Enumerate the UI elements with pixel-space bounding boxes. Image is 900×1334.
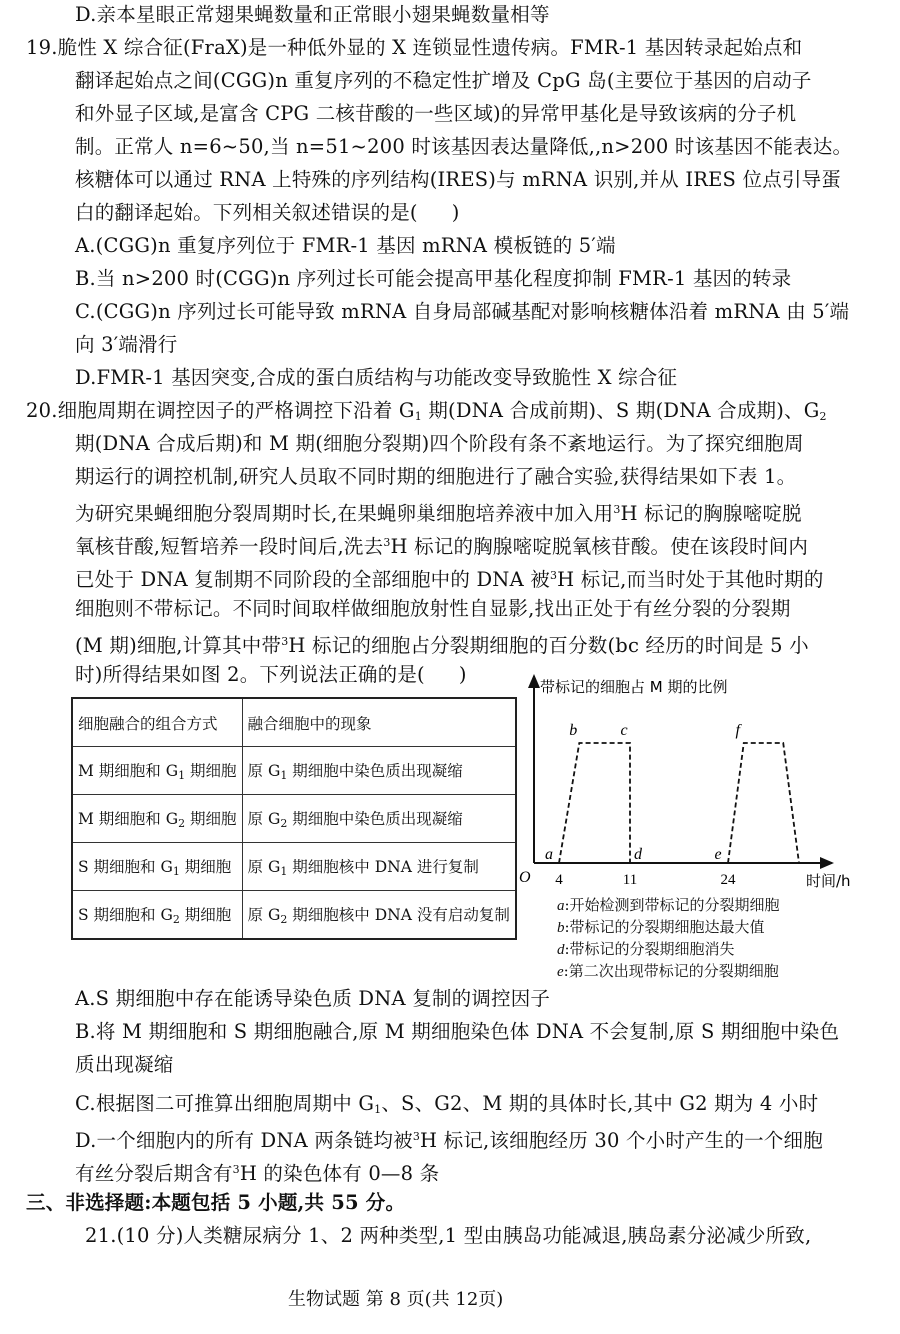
q20-option-a[interactable]: A.S 期细胞中存在能诱导染色质 DNA 复制的调控因子 <box>75 987 551 1010</box>
fusion-table <box>71 697 517 940</box>
superscript: 3 <box>281 635 289 648</box>
q20-line-7: 细胞则不带标记。不同时间取样做细胞放射性自显影,找出正处于有丝分裂的分裂期 <box>75 597 791 620</box>
q20-text: H 标记,而当时处于其他时期的 <box>557 568 824 591</box>
series-line-second-wave <box>728 743 799 863</box>
q19-option-c-1[interactable]: C.(CGG)n 序列过长可能导致 mRNA 自身局部碱基配对影响核糖体沿着 mRNA 由 5′端 <box>75 300 850 323</box>
q20-text: H 标记的胸腺嘧啶脱氧核苷酸。使在该段时间内 <box>390 535 809 558</box>
q19-option-d[interactable]: D.FMR-1 基因突变,合成的蛋白质结构与功能改变导致脆性 X 综合征 <box>75 366 678 389</box>
superscript: 3 <box>383 536 391 549</box>
x-tick-label: 11 <box>622 872 638 888</box>
q19-stem-3: 和外显子区域,是富含 CPG 二核苷酸的一些区域)的异常甲基化是导致该病的分子机 <box>75 102 797 125</box>
q20-text: 氧核苷酸,短暂培养一段时间后,洗去 <box>75 535 384 558</box>
labeled-mitosis-chart <box>510 670 860 895</box>
q20-line-2: 期(DNA 合成后期)和 M 期(细胞分裂期)四个阶段有条不紊地运行。为了探究细胞周 <box>75 432 804 455</box>
point-label-e: e <box>714 846 722 863</box>
superscript: 3 <box>613 503 621 516</box>
point-label-f: f <box>735 722 741 739</box>
table-cell: 原 $G_1$ 期细胞核中 DNA 进行复制 <box>242 843 516 891</box>
q20-number: 20. <box>26 399 58 422</box>
table-cell: M 期细胞和 $G_1$ 期细胞 <box>72 747 242 795</box>
point-label-a: a <box>545 846 553 863</box>
q19-answer-paren: ) <box>451 201 460 224</box>
q20-line-6 <box>75 559 824 596</box>
table-cell: 原 $G_2$ 期细胞核中 DNA 没有启动复制 <box>242 891 516 940</box>
q21-stem: 21.(10 分)人类糖尿病分 1、2 两种类型,1 型由胰岛功能减退,胰岛素分泌减少所致, <box>85 1224 812 1247</box>
subscript: 1 <box>414 410 422 423</box>
table-row <box>72 795 516 843</box>
chart-legend <box>557 895 780 983</box>
q20-line-9 <box>75 658 467 691</box>
q19-option-b[interactable]: B.当 n>200 时(CGG)n 序列过长可能会提高甲基化程度抑制 FMR-1 基因的转录 <box>75 267 792 290</box>
table-header: 细胞融合的组合方式 <box>72 698 242 747</box>
table-header-row <box>72 698 516 747</box>
q20-option-b-2[interactable]: 质出现凝缩 <box>75 1053 174 1076</box>
table-row <box>72 747 516 795</box>
q19-stem-4: 制。正常人 n=6~50,当 n=51~200 时该基因表达量降低,,n>200 时该基因不能表达。 <box>75 135 853 158</box>
section-3-heading: 三、非选择题:本题包括 5 小题,共 55 分。 <box>26 1191 406 1214</box>
q19-option-a[interactable]: A.(CGG)n 重复序列位于 FMR-1 基因 mRNA 模板链的 5′端 <box>75 234 616 257</box>
q20-text: 细胞周期在调控因子的严格调控下沿着 G <box>57 399 415 422</box>
q20-line-4 <box>75 493 802 530</box>
table-row <box>72 843 516 891</box>
table-cell: S 期细胞和 $G_1$ 期细胞 <box>72 843 242 891</box>
q19-stem-1: 脆性 X 综合征(FraX)是一种低外显的 X 连锁显性遗传病。FMR-1 基因转录起始点和 <box>57 36 803 59</box>
q20-text: H 标记的细胞占分裂期细胞的百分数(bc 经历的时间是 5 小 <box>288 634 809 657</box>
q19-number: 19. <box>26 36 58 59</box>
q20-text: (M 期)细胞,计算其中带 <box>75 634 282 657</box>
q19-line-1 <box>26 31 802 64</box>
q20-line-5 <box>75 526 808 563</box>
legend-item: b:带标记的分裂期细胞达最大值 <box>557 918 765 936</box>
point-label-c: c <box>620 722 628 739</box>
q19-stem-6 <box>75 196 460 229</box>
q20-line-8 <box>75 625 809 662</box>
y-axis-label: 带标记的细胞占 M 期的比例 <box>540 678 728 696</box>
x-tick-label: 4 <box>555 872 563 888</box>
q20-text: 时)所得结果如图 2。下列说法正确的是( <box>75 663 425 686</box>
table-cell: S 期细胞和 $G_2$ 期细胞 <box>72 891 242 940</box>
q19-stem-6-text: 白的翻译起始。下列相关叙述错误的是( <box>75 201 418 224</box>
q20-option-b-1[interactable]: B.将 M 期细胞和 S 期细胞融合,原 M 期细胞染色体 DNA 不会复制,原 S 期细胞中染色 <box>75 1020 840 1043</box>
table-row <box>72 891 516 940</box>
series-line-first-wave <box>559 743 630 863</box>
table-cell: 原 $G_2$ 期细胞中染色质出现凝缩 <box>242 795 516 843</box>
q20-option-d-2[interactable]: 有丝分裂后期含有$^3$H 的染色体有 0—8 条 <box>75 1162 440 1185</box>
q19-stem-5: 核糖体可以通过 RNA 上特殊的序列结构(IRES)与 mRNA 识别,并从 IRES 位点引导蛋 <box>75 168 842 191</box>
point-label-d: d <box>634 846 642 863</box>
q20-text: 期(DNA 合成前期)、S 期(DNA 合成期)、G <box>428 399 820 422</box>
point-label-b: b <box>569 722 578 739</box>
table-cell: M 期细胞和 $G_2$ 期细胞 <box>72 795 242 843</box>
table-cell: 原 $G_1$ 期细胞中染色质出现凝缩 <box>242 747 516 795</box>
q20-option-c[interactable]: C.根据图二可推算出细胞周期中 $G_1$、S、G2、M 期的具体时长,其中 G2 期为 4 小时 <box>75 1092 819 1116</box>
legend-item: e:第二次出现带标记的分裂期细胞 <box>557 962 779 980</box>
q19-option-c-2[interactable]: 向 3′端滑行 <box>75 333 178 356</box>
q20-text: H 标记的胸腺嘧啶脱 <box>620 502 802 525</box>
q18-option-d: D.亲本星眼正常翅果蝇数量和正常眼小翅果蝇数量相等 <box>75 3 550 26</box>
q20-option-d-1[interactable]: D.一个细胞内的所有 DNA 两条链均被$^3$H 标记,该细胞经历 30 个小时产生的一个细胞 <box>75 1129 823 1152</box>
q20-answer-paren: ) <box>458 663 467 686</box>
legend-item: a:开始检测到带标记的分裂期细胞 <box>557 896 780 914</box>
q20-text: 已处于 DNA 复制期不同阶段的全部细胞中的 DNA 被 <box>75 568 550 591</box>
q20-text: 为研究果蝇细胞分裂周期时长,在果蝇卵巢细胞培养液中加入用 <box>75 502 614 525</box>
x-tick-label: 24 <box>720 872 736 888</box>
subscript: 2 <box>819 410 827 423</box>
table-header: 融合细胞中的现象 <box>242 698 516 747</box>
origin-label: O <box>519 869 531 886</box>
superscript: 3 <box>549 569 558 582</box>
q19-stem-2: 翻译起始点之间(CGG)n 重复序列的不稳定性扩增及 CpG 岛(主要位于基因的启动子 <box>75 69 812 92</box>
legend-item: d:带标记的分裂期细胞消失 <box>557 940 735 958</box>
x-axis-label: 时间/h <box>806 872 851 890</box>
q20-line-3: 期运行的调控机制,研究人员取不同时期的细胞进行了融合实验,获得结果如下表 1。 <box>75 465 797 488</box>
page-footer: 生物试题 第 8 页(共 12页) <box>288 1289 504 1310</box>
